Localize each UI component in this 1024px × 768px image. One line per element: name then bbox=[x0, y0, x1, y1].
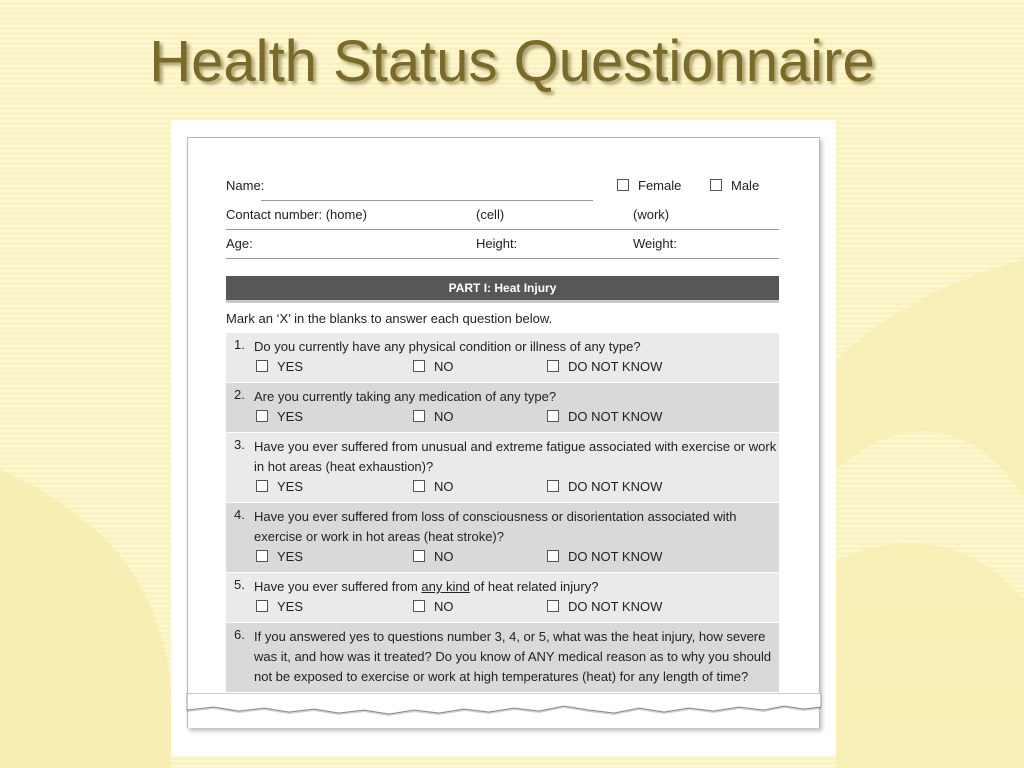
answer-options bbox=[256, 547, 779, 567]
question-text-before: Have you ever suffered from bbox=[254, 579, 422, 594]
checkbox-icon[interactable] bbox=[547, 410, 559, 422]
dont-know-option[interactable] bbox=[547, 597, 662, 617]
question-number: 4. bbox=[234, 507, 245, 522]
question-text: Have you ever suffered from unusual and extreme fatigue associated with exercise or work in hot areas (heat exhaustion)? bbox=[254, 439, 777, 474]
male-option[interactable] bbox=[710, 178, 759, 193]
checkbox-icon[interactable] bbox=[413, 360, 425, 372]
question-3 bbox=[226, 433, 779, 503]
yes-option[interactable] bbox=[256, 407, 303, 427]
question-number: 1. bbox=[234, 337, 245, 352]
question-text bbox=[254, 577, 779, 597]
question-5 bbox=[226, 573, 779, 623]
torn-paper-edge bbox=[184, 693, 824, 733]
no-label: NO bbox=[434, 549, 454, 564]
contact-home-label: Contact number: (home) bbox=[226, 207, 367, 222]
checkbox-icon[interactable] bbox=[256, 480, 268, 492]
dont-know-option[interactable] bbox=[547, 477, 662, 497]
question-text-after: of heat related injury? bbox=[469, 579, 599, 594]
checkbox-icon[interactable] bbox=[547, 480, 559, 492]
no-label: NO bbox=[434, 409, 454, 424]
yes-option[interactable] bbox=[256, 357, 303, 377]
question-4 bbox=[226, 503, 779, 573]
yes-option[interactable] bbox=[256, 547, 303, 567]
dont-know-label: DO NOT KNOW bbox=[568, 479, 663, 494]
contact-row bbox=[226, 201, 779, 230]
female-label: Female bbox=[638, 178, 682, 193]
question-number: 5. bbox=[234, 577, 245, 592]
checkbox-icon[interactable] bbox=[547, 550, 559, 562]
yes-label: YES bbox=[277, 599, 304, 614]
female-checkbox[interactable] bbox=[617, 179, 629, 191]
answer-options bbox=[256, 477, 779, 497]
dont-know-label: DO NOT KNOW bbox=[568, 359, 663, 374]
dont-know-option[interactable] bbox=[547, 547, 662, 567]
instructions: Mark an ‘X’ in the blanks to answer each question below. bbox=[226, 311, 553, 326]
female-option[interactable] bbox=[617, 178, 681, 193]
answer-options bbox=[256, 597, 779, 617]
age-height-weight-field[interactable] bbox=[226, 257, 779, 259]
contact-cell-label: (cell) bbox=[476, 207, 505, 222]
slide-title: Health Status Questionnaire bbox=[149, 29, 875, 94]
dont-know-label: DO NOT KNOW bbox=[568, 599, 663, 614]
name-row bbox=[226, 172, 779, 201]
question-text: Are you currently taking any medication of any type? bbox=[254, 389, 557, 404]
checkbox-icon[interactable] bbox=[256, 550, 268, 562]
checkbox-icon[interactable] bbox=[413, 550, 425, 562]
yes-label: YES bbox=[277, 359, 304, 374]
checkbox-icon[interactable] bbox=[256, 410, 268, 422]
no-label: NO bbox=[434, 479, 454, 494]
age-row bbox=[226, 230, 779, 259]
checkbox-icon[interactable] bbox=[547, 360, 559, 372]
question-1 bbox=[226, 333, 779, 383]
male-checkbox[interactable] bbox=[710, 179, 722, 191]
checkbox-icon[interactable] bbox=[547, 600, 559, 612]
dont-know-option[interactable] bbox=[547, 357, 662, 377]
yes-option[interactable] bbox=[256, 477, 303, 497]
name-label: Name: bbox=[226, 178, 265, 193]
part-header: PART I: Heat Injury bbox=[226, 276, 779, 303]
question-text-underlined: any kind bbox=[421, 579, 470, 594]
checkbox-icon[interactable] bbox=[413, 600, 425, 612]
question-text: If you answered yes to questions number 3, 4, or 5, what was the heat injury, how severe was it, and how was it treated? Do you know of ANY medical reason as to why you should not be exposed to exercise or work at high temperatures (heat) for any length of time? bbox=[254, 629, 772, 684]
question-6 bbox=[226, 623, 779, 693]
checkbox-icon[interactable] bbox=[413, 410, 425, 422]
male-label: Male bbox=[731, 178, 760, 193]
weight-label: Weight: bbox=[633, 236, 677, 251]
checkbox-icon[interactable] bbox=[256, 600, 268, 612]
question-text: Do you currently have any physical condition or illness of any type? bbox=[254, 339, 641, 354]
form-image-panel bbox=[171, 120, 836, 756]
question-text: Have you ever suffered from loss of consciousness or disorientation associated with exercise or work in hot areas (heat stroke)? bbox=[254, 509, 737, 544]
no-label: NO bbox=[434, 359, 454, 374]
yes-label: YES bbox=[277, 479, 304, 494]
yes-option[interactable] bbox=[256, 597, 303, 617]
yes-label: YES bbox=[277, 409, 304, 424]
age-label: Age: bbox=[226, 236, 253, 251]
no-label: NO bbox=[434, 599, 454, 614]
question-number: 3. bbox=[234, 437, 245, 452]
yes-label: YES bbox=[277, 549, 304, 564]
dont-know-label: DO NOT KNOW bbox=[568, 409, 663, 424]
contact-work-label: (work) bbox=[633, 207, 670, 222]
question-number: 6. bbox=[234, 627, 245, 642]
checkbox-icon[interactable] bbox=[413, 480, 425, 492]
question-2 bbox=[226, 383, 779, 433]
height-label: Height: bbox=[476, 236, 518, 251]
no-option[interactable] bbox=[413, 547, 454, 567]
dont-know-option[interactable] bbox=[547, 407, 662, 427]
no-option[interactable] bbox=[413, 407, 454, 427]
checkbox-icon[interactable] bbox=[256, 360, 268, 372]
answer-options bbox=[256, 407, 779, 427]
no-option[interactable] bbox=[413, 597, 454, 617]
questionnaire-form bbox=[226, 172, 779, 693]
no-option[interactable] bbox=[413, 477, 454, 497]
no-option[interactable] bbox=[413, 357, 454, 377]
dont-know-label: DO NOT KNOW bbox=[568, 549, 663, 564]
question-number: 2. bbox=[234, 387, 245, 402]
answer-options bbox=[256, 357, 779, 377]
